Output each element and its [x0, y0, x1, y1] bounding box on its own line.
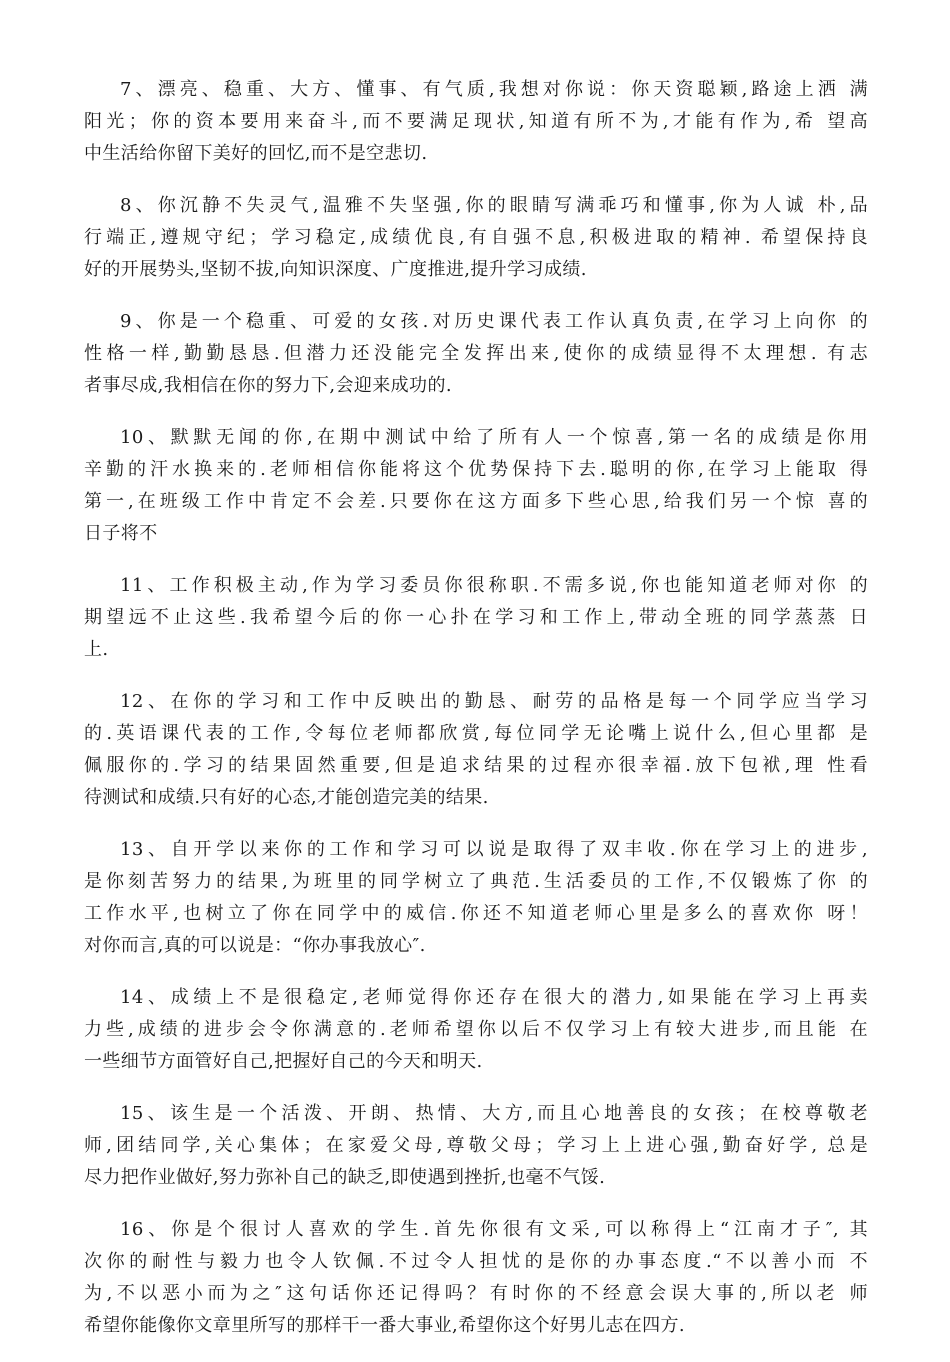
- text-line: 7、漂亮、稳重、大方、懂事、有气质,我想对你说：你天资聪颖,路途上洒 满: [120, 79, 868, 100]
- text-line: 14、成绩上不是很稳定,老师觉得你还存在很大的潜力,如果能在学习上再卖: [120, 987, 868, 1008]
- paragraph-13: [84, 834, 868, 962]
- text-line: 次你的耐性与毅力也令人钦佩.不过令人担忧的是你的办事态度.“不以善小而 不: [84, 1251, 868, 1272]
- paragraph-15: [84, 1098, 868, 1194]
- text-line: 是你刻苦努力的结果,为班里的同学树立了典范.生活委员的工作,不仅锻炼了你 的: [84, 871, 868, 892]
- text-line: 日子将不: [84, 523, 158, 544]
- text-line: 工作水平,也树立了你在同学中的威信.你还不知道老师心里是多么的喜欢你 呀！: [84, 903, 868, 924]
- text-line: 待测试和成绩.只有好的心态,才能创造完美的结果.: [84, 787, 489, 808]
- text-line: 9、你是一个稳重、可爱的女孩.对历史课代表工作认真负责,在学习上向你 的: [120, 311, 868, 332]
- text-line: 8、你沉静不失灵气,温雅不失坚强,你的眼睛写满乖巧和懂事,你为人诚 朴,品: [120, 195, 868, 216]
- text-line: 第一,在班级工作中肯定不会差.只要你在这方面多下些心思,给我们另一个惊 喜的: [84, 491, 868, 512]
- text-line: 11、工作积极主动,作为学习委员你很称职.不需多说,你也能知道老师对你 的: [120, 575, 868, 596]
- paragraph-16: [84, 1214, 868, 1342]
- paragraph-11: [84, 570, 868, 666]
- text-line: 性格一样,勤勤恳恳.但潜力还没能完全发挥出来,使你的成绩显得不太理想. 有志: [84, 343, 868, 364]
- text-line: 辛勤的汗水换来的.老师相信你能将这个优势保持下去.聪明的你,在学习上能取 得: [84, 459, 868, 480]
- text-line: 希望你能像你文章里所写的那样干一番大事业,希望你这个好男儿志在四方.: [84, 1315, 686, 1336]
- text-line: 10、默默无闻的你,在期中测试中给了所有人一个惊喜,第一名的成绩是你用: [120, 427, 868, 448]
- text-line: 师,团结同学,关心集体；在家爱父母,尊敬父母；学习上上进心强,勤奋好学, 总是: [84, 1135, 868, 1156]
- paragraph-9: [84, 306, 868, 402]
- text-line: 期望远不止这些.我希望今后的你一心扑在学习和工作上,带动全班的同学蒸蒸 日: [84, 607, 868, 628]
- text-line: 的.英语课代表的工作,令每位老师都欣赏,每位同学无论嘴上说什么,但心里都 是: [84, 723, 868, 744]
- text-line: 15、该生是一个活泼、开朗、热情、大方,而且心地善良的女孩；在校尊敬老: [120, 1103, 868, 1124]
- text-line: 为,不以恶小而为之″这句话你还记得吗？有时你的不经意会误大事的,所以老 师: [84, 1283, 868, 1304]
- text-line: 力些,成绩的进步会令你满意的.老师希望你以后不仅学习上有较大进步,而且能 在: [84, 1019, 868, 1040]
- text-line: 对你而言,真的可以说是：“你办事我放心″.: [84, 935, 426, 956]
- text-line: 中生活给你留下美好的回忆,而不是空悲切.: [84, 143, 428, 164]
- paragraph-14: [84, 982, 868, 1078]
- text-line: 阳光；你的资本要用来奋斗,而不要满足现状,知道有所不为,才能有作为,希 望高: [84, 111, 868, 132]
- text-line: 上.: [84, 639, 109, 660]
- document-page: [84, 74, 868, 1362]
- paragraph-12: [84, 686, 868, 814]
- paragraph-7: [84, 74, 868, 170]
- text-line: 行端正,遵规守纪；学习稳定,成绩优良,有自强不息,积极进取的精神. 希望保持良: [84, 227, 868, 248]
- text-line: 佩服你的.学习的结果固然重要,但是追求结果的过程亦很幸福.放下包袱,理 性看: [84, 755, 868, 776]
- text-line: 者事尽成,我相信在你的努力下,会迎来成功的.: [84, 375, 452, 396]
- text-line: 尽力把作业做好,努力弥补自己的缺乏,即使遇到挫折,也毫不气馁.: [84, 1167, 606, 1188]
- paragraph-10: [84, 422, 868, 550]
- text-line: 一些细节方面管好自己,把握好自己的今天和明天.: [84, 1051, 483, 1072]
- paragraph-8: [84, 190, 868, 286]
- text-line: 16、你是个很讨人喜欢的学生.首先你很有文采,可以称得上“江南才子″, 其: [120, 1219, 868, 1240]
- text-line: 好的开展势头,坚韧不拔,向知识深度、广度推进,提升学习成绩.: [84, 259, 587, 280]
- text-line: 12、在你的学习和工作中反映出的勤恳、耐劳的品格是每一个同学应当学习: [120, 691, 868, 712]
- text-line: 13、自开学以来你的工作和学习可以说是取得了双丰收.你在学习上的进步,: [120, 839, 868, 860]
